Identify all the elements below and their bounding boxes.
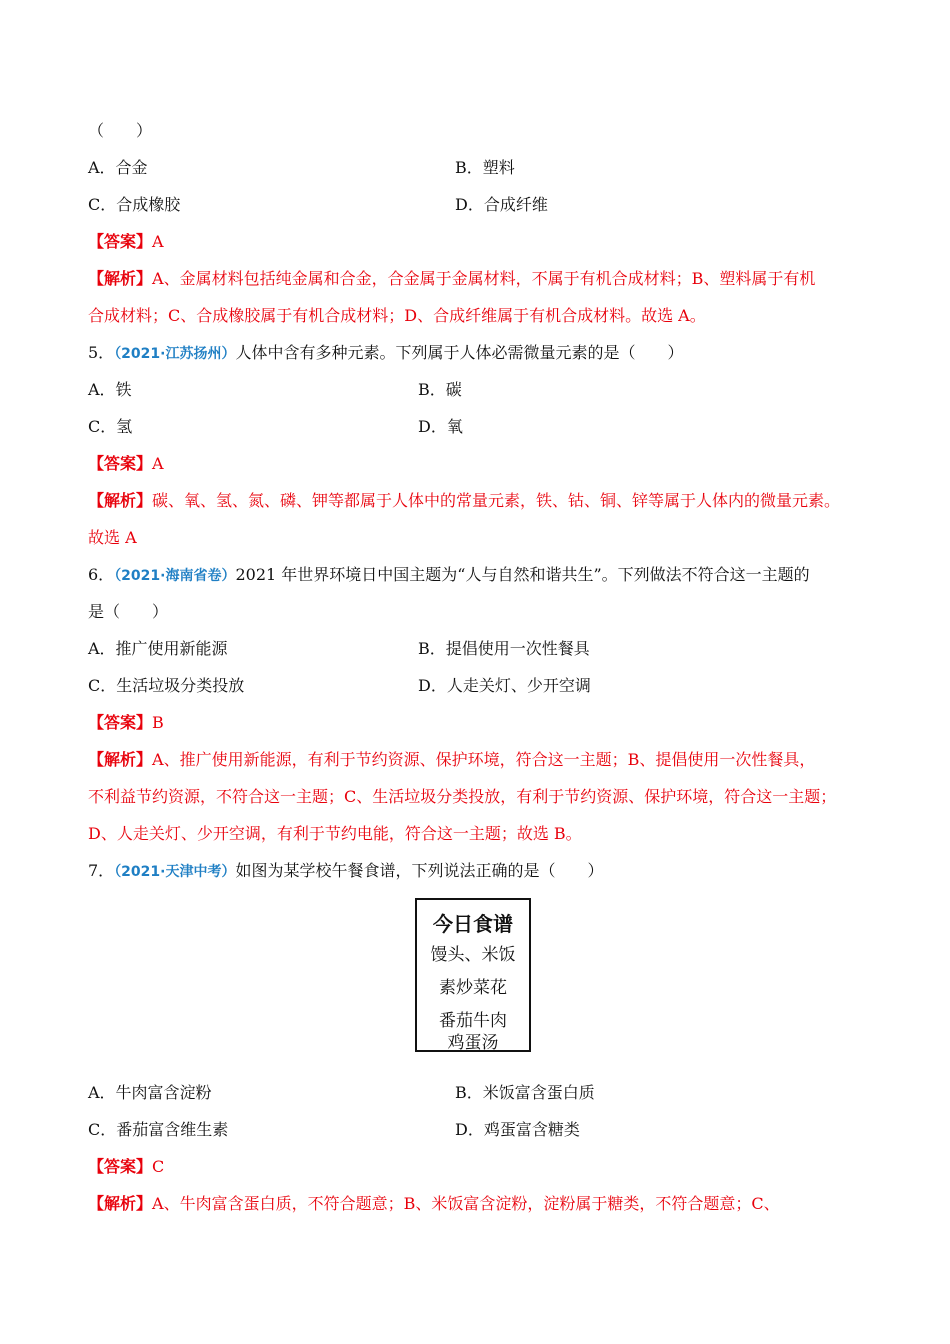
menu-title: 今日食谱 — [433, 912, 513, 936]
q7-option-b: B．米饭富含蛋白质 — [455, 1083, 595, 1102]
q5-analysis-line-1 — [88, 490, 840, 512]
answer-label: 【答案】 — [88, 713, 153, 732]
analysis-label: 【解析】 — [88, 750, 153, 769]
q5-option-a: A．铁 — [88, 380, 132, 399]
q6-stem-line-2: 是（ ） — [88, 602, 169, 621]
q7-analysis-line-1 — [88, 1193, 780, 1215]
q7-answer — [88, 1156, 164, 1178]
question-text: 2021 年世界环境日中国主题为“人与自然和谐共生”。下列做法不符合这一主题的 — [235, 565, 810, 584]
q5-stem — [88, 342, 684, 365]
lunch-menu-figure — [415, 898, 531, 1052]
analysis-text: A、金属材料包括纯金属和合金，合金属于金属材料，不属于有机合成材料；B、塑料属于有机 — [152, 269, 816, 288]
q6-analysis-line-3: D、人走关灯、少开空调，有利于节约电能，符合这一主题；故选 B。 — [88, 824, 582, 843]
answer-value: A — [152, 454, 164, 473]
q5-option-d: D．氧 — [418, 417, 463, 436]
analysis-text: 碳、氧、氢、氮、磷、钾等都属于人体中的常量元素，铁、钴、铜、锌等属于人体内的微量元素。 — [152, 491, 841, 510]
q4-analysis-line-2: 合成材料；C、合成橡胶属于有机合成材料；D、合成纤维属于有机合成材料。故选 A。 — [88, 306, 706, 325]
q6-option-b: B．提倡使用一次性餐具 — [418, 639, 590, 658]
q4-option-d: D．合成纤维 — [455, 195, 548, 214]
question-number: 6． — [88, 565, 115, 584]
analysis-label: 【解析】 — [88, 269, 153, 288]
q6-analysis-line-1 — [88, 749, 815, 771]
q4-stem-tail: （ ） — [88, 121, 153, 140]
answer-label: 【答案】 — [88, 1157, 153, 1176]
analysis-label: 【解析】 — [88, 491, 153, 510]
menu-item: 鸡蛋汤 — [447, 1033, 499, 1053]
q6-analysis-line-2: 不利益节约资源，不符合这一主题；C、生活垃圾分类投放，有利于节约资源、保护环境，符合这一主题； — [88, 787, 837, 806]
question-source: （2021·江苏扬州） — [114, 346, 236, 362]
answer-value: C — [152, 1157, 165, 1176]
q5-option-b: B．碳 — [418, 380, 462, 399]
menu-item: 馒头、米饭 — [430, 945, 516, 965]
q7-option-d: D．鸡蛋富含糖类 — [455, 1120, 580, 1139]
q5-option-c: C．氢 — [88, 417, 133, 436]
question-number: 7． — [88, 861, 115, 880]
answer-value: B — [152, 713, 164, 732]
question-source: （2021·天津中考） — [114, 864, 236, 880]
q4-analysis-line-1 — [88, 268, 815, 290]
q4-option-b: B．塑料 — [455, 158, 515, 177]
q6-answer — [88, 712, 164, 734]
q6-option-a: A．推广使用新能源 — [88, 639, 228, 658]
q4-answer — [88, 231, 164, 253]
question-text: 如图为某学校午餐食谱，下列说法正确的是（ ） — [235, 861, 604, 880]
q6-stem-line-1 — [88, 564, 810, 587]
answer-label: 【答案】 — [88, 232, 153, 251]
analysis-text: A、牛肉富含蛋白质，不符合题意；B、米饭富含淀粉，淀粉属于糖类，不符合题意；C、 — [152, 1194, 780, 1213]
q6-option-c: C．生活垃圾分类投放 — [88, 676, 245, 695]
question-source: （2021·海南省卷） — [114, 568, 236, 584]
q7-stem — [88, 860, 604, 883]
answer-label: 【答案】 — [88, 454, 153, 473]
q4-option-c: C．合成橡胶 — [88, 195, 181, 214]
q6-option-d: D．人走关灯、少开空调 — [418, 676, 591, 695]
question-text: 人体中含有多种元素。下列属于人体必需微量元素的是（ ） — [235, 343, 684, 362]
menu-item: 番茄牛肉 — [439, 1011, 507, 1031]
menu-item: 素炒菜花 — [439, 978, 507, 998]
analysis-label: 【解析】 — [88, 1194, 153, 1213]
q4-option-a: A．合金 — [88, 158, 148, 177]
analysis-text: A、推广使用新能源，有利于节约资源、保护环境，符合这一主题；B、提倡使用一次性餐具， — [152, 750, 816, 769]
answer-value: A — [152, 232, 164, 251]
q7-option-a: A．牛肉富含淀粉 — [88, 1083, 212, 1102]
q7-option-c: C．番茄富含维生素 — [88, 1120, 229, 1139]
question-number: 5． — [88, 343, 115, 362]
q5-answer — [88, 453, 164, 475]
q5-analysis-line-2: 故选 A — [88, 528, 137, 547]
